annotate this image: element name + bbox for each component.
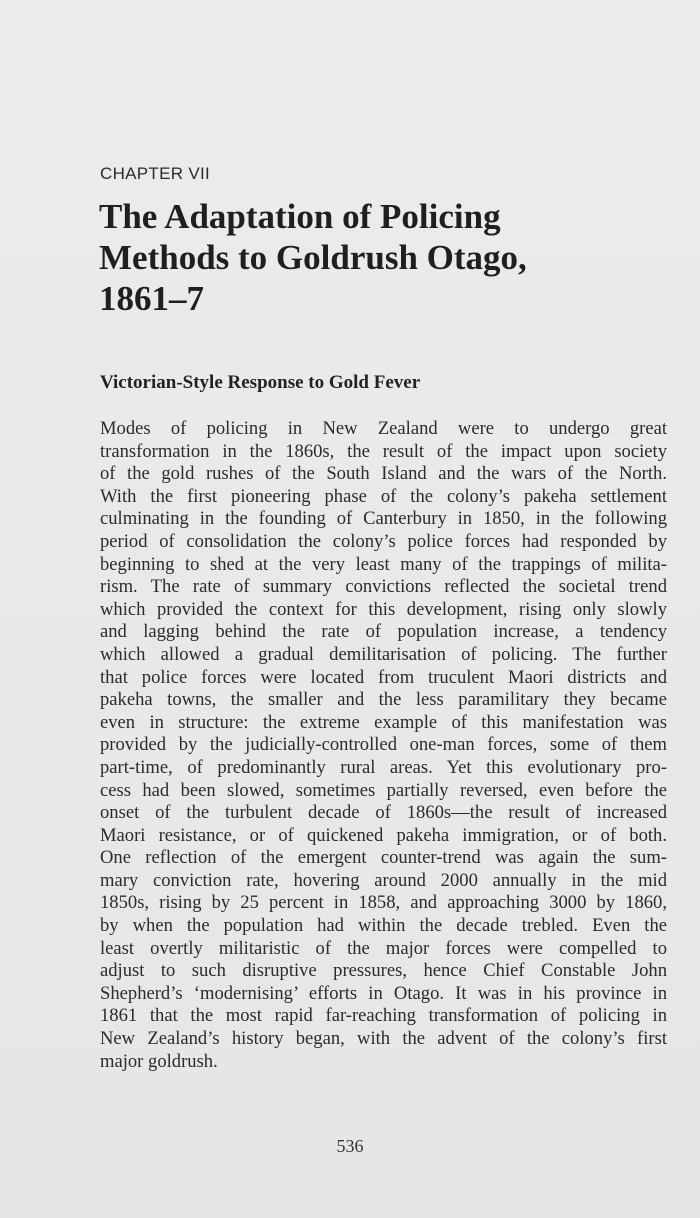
- body-line: adjust to such disruptive pressures, hence Chief Constable John: [100, 960, 667, 982]
- body-line: major goldrush.: [100, 1050, 218, 1072]
- body-line: provided by the judicially-controlled one-man forces, some of them: [100, 734, 667, 756]
- body-line: beginning to shed at the very least many of the trappings of milita-: [100, 553, 667, 575]
- body-line: of the gold rushes of the South Island and the wars of the North.: [100, 463, 667, 485]
- body-line: 1850s, rising by 25 percent in 1858, and approaching 3000 by 1860,: [100, 892, 667, 914]
- body-line: that police forces were located from truculent Maori districts and: [100, 666, 667, 688]
- body-line: Modes of policing in New Zealand were to undergo great: [100, 418, 667, 439]
- body-line: 1861 that the most rapid far-reaching transformation of policing in: [100, 1005, 667, 1027]
- body-line: part-time, of predominantly rural areas. Yet this evolutionary pro-: [100, 756, 667, 778]
- section-heading: Victorian-Style Response to Gold Fever: [100, 372, 421, 393]
- chapter-title: [99, 196, 619, 319]
- chapter-title-line: 1861–7: [99, 279, 204, 318]
- body-line: by when the population had within the decade trebled. Even the: [100, 915, 667, 937]
- body-line: New Zealand’s history began, with the advent of the colony’s first: [100, 1028, 667, 1050]
- body-line: Shepherd’s ‘modernising’ efforts in Otago. It was in his province in: [100, 982, 667, 1004]
- body-line: onset of the turbulent decade of 1860s—the result of increased: [100, 802, 667, 824]
- body-line: culminating in the founding of Canterbury in 1850, in the following: [100, 508, 667, 530]
- body-line: which provided the context for this development, rising only slowly: [100, 598, 667, 620]
- body-line: even in structure: the extreme example of this manifestation was: [100, 711, 667, 733]
- body-line: transformation in the 1860s, the result of the impact upon society: [100, 440, 667, 462]
- body-line: pakeha towns, the smaller and the less paramilitary they became: [100, 689, 667, 711]
- body-line: period of consolidation the colony’s police forces had responded by: [100, 530, 667, 552]
- chapter-title-line: The Adaptation of Policing: [99, 197, 501, 236]
- body-line: rism. The rate of summary convictions reflected the societal trend: [100, 576, 667, 598]
- body-line: mary conviction rate, hovering around 2000 annually in the mid: [100, 869, 667, 891]
- page-number: 536: [336, 1136, 364, 1156]
- body-paragraph: [100, 418, 667, 1073]
- body-line: which allowed a gradual demilitarisation of policing. The further: [100, 643, 667, 665]
- body-line: and lagging behind the rate of population increase, a tendency: [100, 621, 667, 643]
- body-line: Maori resistance, or of quickened pakeha immigration, or of both.: [100, 824, 667, 846]
- body-line: With the first pioneering phase of the colony’s pakeha settlement: [100, 485, 667, 507]
- body-line: least overtly militaristic of the major forces were compelled to: [100, 937, 667, 959]
- body-line: cess had been slowed, sometimes partially reversed, even before the: [100, 779, 667, 801]
- chapter-label: CHAPTER VII: [100, 164, 211, 183]
- body-line: One reflection of the emergent counter-trend was again the sum-: [100, 847, 667, 869]
- chapter-title-line: Methods to Goldrush Otago,: [99, 238, 527, 277]
